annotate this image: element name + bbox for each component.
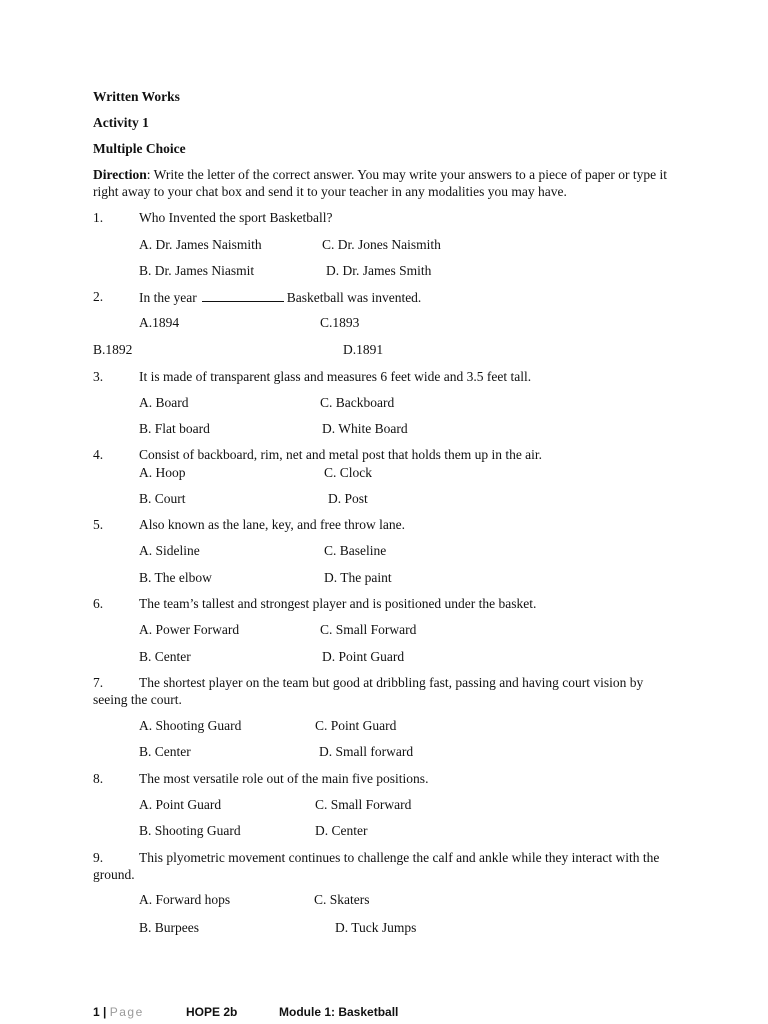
option-c: C. Clock xyxy=(324,465,373,480)
question-stem xyxy=(139,288,421,306)
option-a: A. Sideline xyxy=(139,543,200,558)
option-b: B. Center xyxy=(139,744,191,759)
question-number: 8. xyxy=(93,771,104,786)
option-c: C. Skaters xyxy=(314,892,370,907)
option-b: B. Court xyxy=(139,491,186,506)
option-b: B. Center xyxy=(139,649,191,664)
question-stem: The team’s tallest and strongest player and is positioned under the basket. xyxy=(139,596,537,611)
direction-text: : Write the letter of the correct answer. You may write your answers to a piece of paper or type it right away to your chat box and send it to your teacher in any modalities you may have. xyxy=(93,167,668,199)
footer-module: Module 1: Basketball xyxy=(279,1005,399,1019)
option-c: C. Dr. Jones Naismith xyxy=(322,237,441,252)
question-stem: Who Invented the sport Basketball? xyxy=(139,210,333,225)
option-c: C. Small Forward xyxy=(315,797,412,812)
question-stem: Consist of backboard, rim, net and metal post that holds them up in the air. xyxy=(139,447,543,462)
question-stem-before: In the year xyxy=(139,290,197,305)
option-c: C. Point Guard xyxy=(315,718,397,733)
question-stem: Also known as the lane, key, and free throw lane. xyxy=(139,517,406,532)
footer-course: HOPE 2b xyxy=(186,1005,238,1019)
activity-title: Activity 1 xyxy=(93,115,149,130)
option-c: C.1893 xyxy=(320,315,360,330)
option-a: A. Hoop xyxy=(139,465,186,480)
option-b: B.1892 xyxy=(93,342,133,357)
option-d: D. Dr. James Smith xyxy=(326,263,432,278)
question-number: 1. xyxy=(93,210,104,225)
question-stem: It is made of transparent glass and measures 6 feet wide and 3.5 feet tall. xyxy=(139,369,532,384)
page-number: 1 xyxy=(93,1005,100,1019)
option-c: C. Backboard xyxy=(320,395,395,410)
option-b: B. Flat board xyxy=(139,421,210,436)
section-title: Written Works xyxy=(93,89,180,104)
option-a: A. Point Guard xyxy=(139,797,222,812)
option-b: B. Burpees xyxy=(139,920,199,935)
question-number: 4. xyxy=(93,447,104,462)
option-d: D. Center xyxy=(315,823,368,838)
option-d: D. Tuck Jumps xyxy=(335,920,417,935)
option-a: A. Forward hops xyxy=(139,892,231,907)
option-a: A.1894 xyxy=(139,315,180,330)
question-stem-after: Basketball was invented. xyxy=(286,290,422,305)
option-a: A. Board xyxy=(139,395,189,410)
option-a: A. Shooting Guard xyxy=(139,718,242,733)
option-d: D. Point Guard xyxy=(322,649,405,664)
page-label: Page xyxy=(109,1005,144,1019)
direction-paragraph xyxy=(93,166,675,200)
option-d: D. White Board xyxy=(322,421,408,436)
activity-type: Multiple Choice xyxy=(93,141,186,156)
option-a: A. Power Forward xyxy=(139,622,240,637)
answer-blank xyxy=(202,288,284,302)
option-a: A. Dr. James Naismith xyxy=(139,237,262,252)
question-number: 6. xyxy=(93,596,104,611)
option-d: D. Post xyxy=(328,491,368,506)
question-stem: The shortest player on the team but good at dribbling fast, passing and having court vision by seeing the court. xyxy=(93,675,644,707)
page-separator: | xyxy=(103,1005,107,1019)
question-number: 2. xyxy=(93,289,104,304)
option-b: B. Dr. James Niasmit xyxy=(139,263,255,278)
option-c: C. Baseline xyxy=(324,543,387,558)
question-stem: This plyometric movement continues to challenge the calf and ankle while they interact with the ground. xyxy=(93,850,660,882)
question-stem: The most versatile role out of the main five positions. xyxy=(139,771,429,786)
option-c: C. Small Forward xyxy=(320,622,417,637)
option-b: B. The elbow xyxy=(139,570,212,585)
question-number: 9. xyxy=(93,850,104,865)
footer-page-info xyxy=(93,1004,144,1021)
direction-label: Direction xyxy=(93,167,147,182)
question-number: 3. xyxy=(93,369,104,384)
option-b: B. Shooting Guard xyxy=(139,823,241,838)
question-number: 5. xyxy=(93,517,104,532)
option-d: D. Small forward xyxy=(319,744,414,759)
option-d: D. The paint xyxy=(324,570,392,585)
question-number: 7. xyxy=(93,675,104,690)
option-d: D.1891 xyxy=(343,342,384,357)
